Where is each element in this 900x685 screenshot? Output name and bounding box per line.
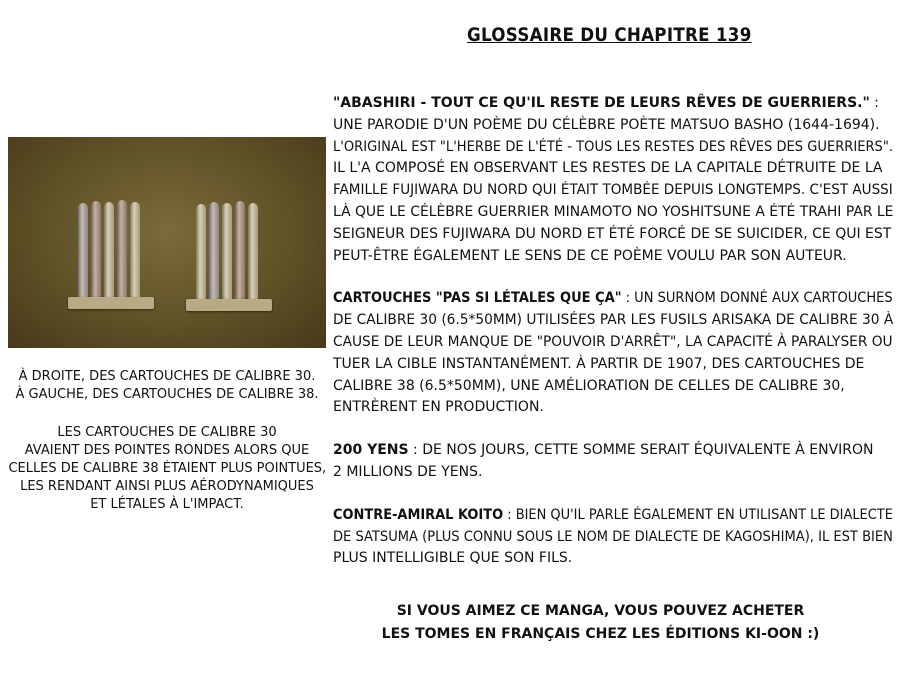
footer-note: [333, 600, 868, 646]
entry-term: 200 YENS: [333, 442, 409, 459]
stripper-clip-left: [68, 297, 154, 309]
footer-line: LES TOMES EN FRANÇAIS CHEZ LES ÉDITIONS KI-OON :): [381, 626, 820, 642]
entry-line: CALIBRE 38 (6.5*50MM), UNE AMÉLIORATION DE CELLES DE CALIBRE 30,: [333, 377, 845, 394]
entry-line: SEIGNEUR DES FUJIWARA DU NORD ET ÉTÉ FORCÉ DE SE SUICIDER, CE QUI EST: [333, 225, 892, 242]
entry-text: : DE NOS JOURS, CETTE SOMME SERAIT ÉQUIVALENTE À ENVIRON: [408, 442, 874, 459]
entry-text: : BIEN QU'IL PARLE ÉGALEMENT EN UTILISANT LE DIALECTE: [503, 506, 893, 523]
note-line: ET LÉTALES À L'IMPACT.: [90, 497, 244, 512]
note-line: LES CARTOUCHES DE CALIBRE 30: [57, 425, 277, 440]
stripper-clip-right: [186, 299, 272, 311]
cartridge-38: [130, 202, 140, 302]
photo-caption: [8, 368, 326, 404]
cartridge-30: [222, 203, 232, 303]
photo-note: [8, 424, 326, 514]
entry-line: LÀ QUE LE CÉLÈBRE GUERRIER MINAMOTO NO YOSHITSUNE A ÉTÉ TRAHI PAR LE: [333, 203, 894, 220]
entry-line: FAMILLE FUJIWARA DU NORD QUI ÉTAIT TOMBÉE DEPUIS LONGTEMPS. C'EST AUSSI: [333, 182, 893, 199]
entry-line: DE SATSUMA (PLUS CONNU SOUS LE NOM DE DIALECTE DE KAGOSHIMA), IL EST BIEN: [333, 528, 893, 545]
entry-line: [333, 440, 893, 462]
glossary-entry-abashiri: [333, 93, 893, 267]
entry-term: "ABASHIRI - TOUT CE QU'IL RESTE DE LEURS RÊVES DE GUERRIERS.": [333, 95, 870, 111]
entry-term: CARTOUCHES "PAS SI LÉTALES QUE ÇA": [333, 290, 622, 307]
cartridge-38: [104, 202, 114, 302]
entry-line: L'ORIGINAL EST "L'HERBE DE L'ÉTÉ - TOUS LES RESTES DES RÊVES DES GUERRIERS".: [333, 138, 894, 155]
footer-line: SI VOUS AIMEZ CE MANGA, VOUS POUVEZ ACHETER: [396, 603, 805, 619]
page-title: GLOSSAIRE DU CHAPITRE 139: [467, 24, 752, 46]
glossary-entry-yens: [333, 440, 893, 484]
cartridge-38: [91, 201, 101, 301]
cartridge-30: [196, 204, 206, 304]
entry-line: IL L'A COMPOSÉ EN OBSERVANT LES RESTES DE LA CAPITALE DÉTRUITE DE LA: [333, 160, 883, 177]
caption-line: À DROITE, DES CARTOUCHES DE CALIBRE 30.: [18, 369, 316, 384]
cartridges-photo: [8, 137, 326, 348]
entry-line: [333, 288, 893, 310]
cartridge-30: [209, 202, 219, 302]
entry-line: UNE PARODIE D'UN POÈME DU CÉLÈBRE POÈTE MATSUO BASHO (1644-1694).: [333, 116, 880, 133]
cartridge-38: [117, 200, 127, 300]
entry-separator: :: [869, 95, 879, 111]
entry-line: CAUSE DE LEUR MANQUE DE "POUVOIR D'ARRÊT", LA CAPACITÉ À PARALYSER OU: [333, 333, 893, 350]
glossary: [333, 93, 893, 591]
entry-line: 2 MILLIONS DE YENS.: [333, 463, 483, 480]
glossary-entry-koito: [333, 505, 893, 570]
cartridge-30: [248, 203, 258, 303]
entry-term: CONTRE-AMIRAL KOITO: [333, 506, 504, 523]
entry-line: TUER LA CIBLE INSTANTANÉMENT. À PARTIR DE 1907, DES CARTOUCHES DE: [333, 355, 865, 372]
note-line: CELLES DE CALIBRE 38 ÉTAIENT PLUS POINTUES,: [8, 461, 327, 476]
entry-line: PLUS INTELLIGIBLE QUE SON FILS.: [333, 550, 573, 567]
entry-line: PEUT-ÊTRE ÉGALEMENT LE SENS DE CE POÈME VOULU PAR SON AUTEUR.: [333, 247, 847, 264]
entry-line: ENTRÈRENT EN PRODUCTION.: [333, 399, 544, 416]
caption-line: À GAUCHE, DES CARTOUCHES DE CALIBRE 38.: [15, 387, 319, 402]
cartridge-38: [78, 203, 88, 303]
note-line: AVAIENT DES POINTES RONDES ALORS QUE: [24, 443, 310, 458]
entry-line: [333, 93, 893, 115]
note-line: LES RENDANT AINSI PLUS AÉRODYNAMIQUES: [20, 479, 314, 494]
entry-line: [333, 505, 893, 527]
entry-line: DE CALIBRE 30 (6.5*50MM) UTILISÉES PAR LES FUSILS ARISAKA DE CALIBRE 30 À: [333, 312, 894, 329]
glossary-entry-cartouches: [333, 288, 893, 419]
cartridge-30: [235, 201, 245, 301]
entry-text: : UN SURNOM DONNÉ AUX CARTOUCHES: [621, 290, 893, 307]
